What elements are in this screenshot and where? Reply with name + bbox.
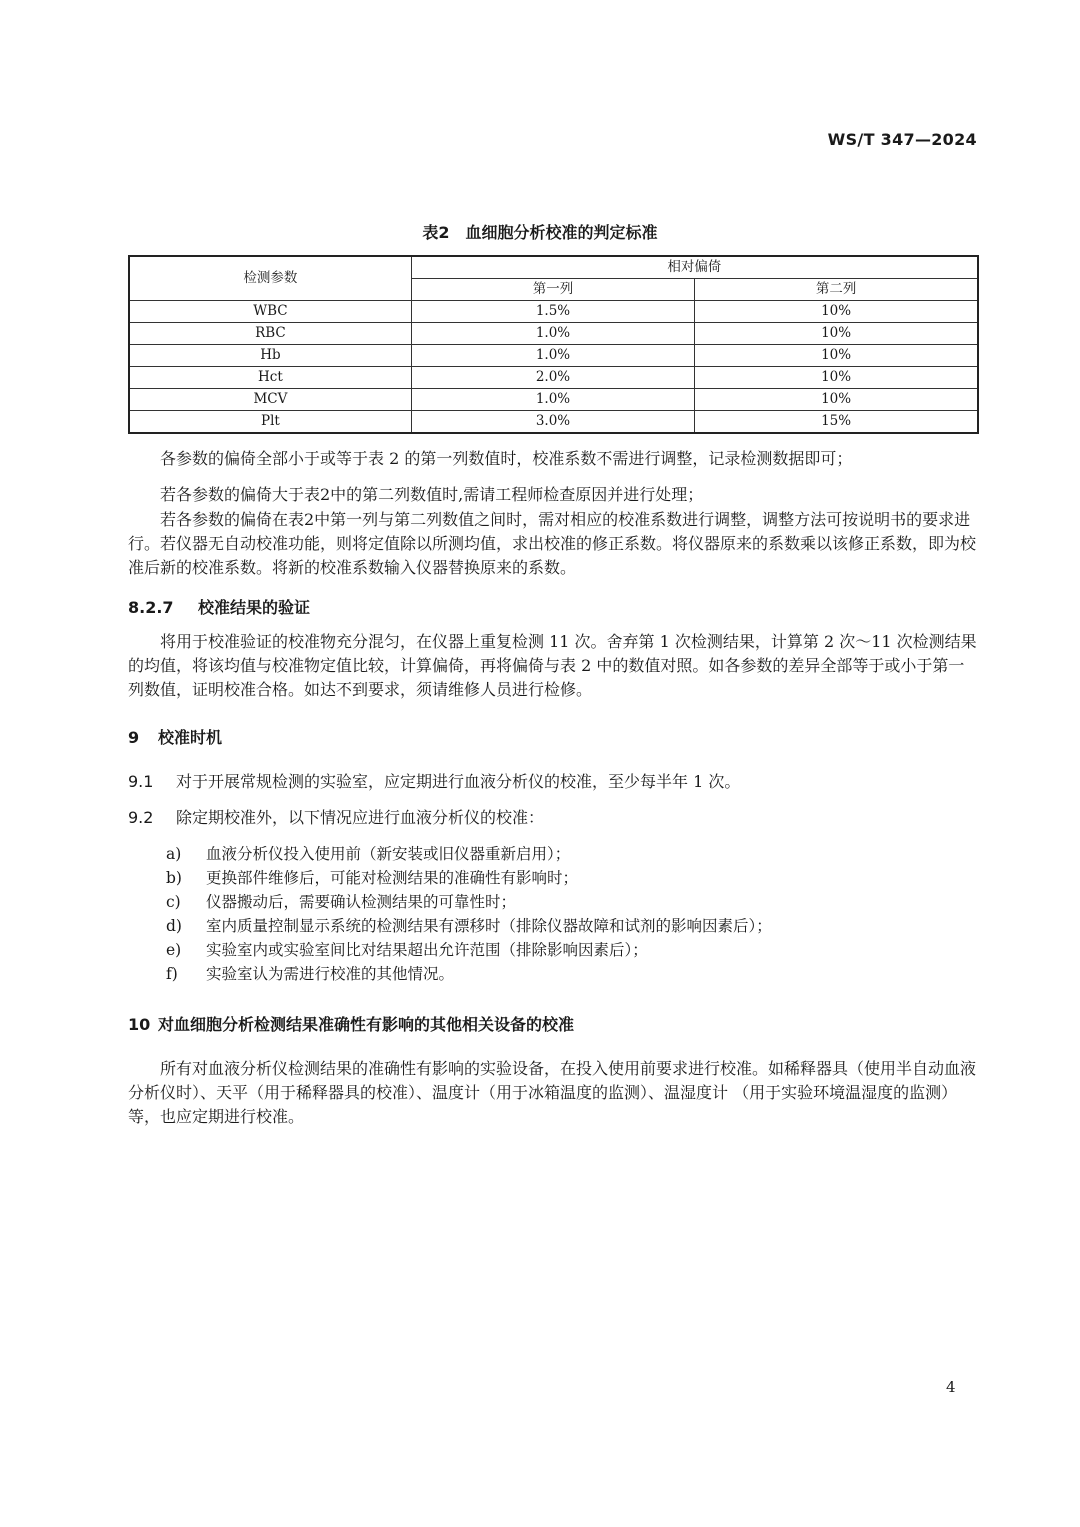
section-10-text: 所有对血液分析仪检测结果的准确性有影响的实验设备，在投入使用前要求进行校准。如稀释器具（使用半自动血液分析仪时）、天平（用于稀释器具的校准）、温度计（用于冰箱温度的监测）、温湿度计 （用于实验环境温湿度的监测）等，也应定期进行校准。: [128, 1059, 977, 1126]
table-row: [129, 345, 978, 367]
cell-second: 10%: [695, 367, 978, 389]
cell-first: 1.0%: [411, 345, 694, 367]
paragraph-bias-between-columns: 若各参数的偏倚在表2中第一列与第二列数值之间时，需对相应的校准系数进行调整，调整方法可按说明书的要求进行。若仪器无自动校准功能，则将定值除以所测均值，求出校准的修正系数。将仪器原来的系数乘以该修正系数，即为校准后新的校准系数。将新的校准系数输入仪器替换原来的系数。: [128, 510, 977, 577]
calibration-criteria-table: [128, 255, 979, 434]
list-marker: f): [166, 965, 178, 983]
header-second-column: 第二列: [695, 279, 978, 301]
list-item: [166, 866, 578, 890]
clause-number: 9.1: [128, 772, 154, 791]
paragraph-bias-above-second-column: 若各参数的偏倚大于表2中的第二列数值时,需请工程师检查原因并进行处理；: [160, 485, 704, 504]
table-row: [129, 323, 978, 345]
clause-9-1: [128, 770, 740, 794]
cell-first: 1.0%: [411, 323, 694, 345]
cell-param: Hct: [129, 367, 411, 389]
section-10-heading: [128, 1012, 574, 1035]
header-first-column: 第一列: [411, 279, 694, 301]
page-number: 4: [946, 1378, 956, 1396]
section-number: 10: [128, 1015, 151, 1034]
table-title: 表2 血细胞分析校准的判定标准: [422, 223, 658, 242]
cell-second: 10%: [695, 345, 978, 367]
section-title: 校准时机: [158, 728, 223, 747]
cell-first: 3.0%: [411, 411, 694, 434]
cell-param: Hb: [129, 345, 411, 367]
list-text: 血液分析仪投入使用前（新安装或旧仪器重新启用）；: [206, 845, 571, 863]
list-item: [166, 842, 570, 866]
list-marker: b): [166, 869, 182, 887]
section-8-2-7-heading: [128, 595, 310, 618]
section-9-heading: [128, 725, 222, 748]
list-text: 仪器搬动后，需要确认检测结果的可靠性时；: [206, 893, 517, 911]
paragraph-bias-within-first-column: 各参数的偏倚全部小于或等于表 2 的第一列数值时，校准系数不需进行调整，记录检测数据即可；: [160, 449, 853, 468]
list-text: 实验室认为需进行校准的其他情况。: [206, 965, 455, 983]
list-marker: e): [166, 941, 182, 959]
cell-second: 15%: [695, 411, 978, 434]
section-number: 9: [128, 728, 140, 747]
standard-number: WS/T 347—2024: [827, 130, 977, 149]
list-item: [166, 914, 772, 938]
table-row: [129, 301, 978, 323]
list-item: [166, 962, 454, 986]
list-item: [166, 890, 516, 914]
cell-param: Plt: [129, 411, 411, 434]
cell-param: RBC: [129, 323, 411, 345]
cell-first: 1.5%: [411, 301, 694, 323]
section-title: 对血细胞分析检测结果准确性有影响的其他相关设备的校准: [158, 1015, 575, 1034]
header-param: 检测参数: [129, 256, 411, 301]
clause-text: 除定期校准外，以下情况应进行血液分析仪的校准：: [176, 808, 545, 827]
list-text: 更换部件维修后，可能对检测结果的准确性有影响时；: [206, 869, 579, 887]
list-marker: d): [166, 917, 182, 935]
section-8-2-7-text: 将用于校准验证的校准物充分混匀，在仪器上重复检测 11 次。舍弃第 1 次检测结果，计算第 2 次～11 次检测结果的均值，将该均值与校准物定值比较，计算偏倚，再将偏倚与表 2 中的数值对照。如各参数的差异全部等于或小于第一列数值，证明校准合格。如达不到要求，须请维修人员进行检修。: [128, 632, 977, 699]
list-marker: c): [166, 893, 181, 911]
section-title: 校准结果的验证: [198, 598, 311, 617]
cell-param: MCV: [129, 389, 411, 411]
cell-first: 2.0%: [411, 367, 694, 389]
list-text: 实验室内或实验室间比对结果超出允许范围（排除影响因素后）；: [206, 941, 648, 959]
section-number: 8.2.7: [128, 598, 174, 617]
clause-text: 对于开展常规检测的实验室，应定期进行血液分析仪的校准，至少每半年 1 次。: [176, 772, 741, 791]
cell-first: 1.0%: [411, 389, 694, 411]
list-item: [166, 938, 648, 962]
clause-number: 9.2: [128, 808, 154, 827]
cell-param: WBC: [129, 301, 411, 323]
table-row: [129, 367, 978, 389]
header-relative-bias: 相对偏倚: [411, 256, 978, 279]
cell-second: 10%: [695, 301, 978, 323]
clause-9-2: [128, 806, 544, 830]
list-text: 室内质量控制显示系统的检测结果有漂移时（排除仪器故障和试剂的影响因素后）；: [206, 917, 772, 935]
table-row: [129, 411, 978, 434]
cell-second: 10%: [695, 323, 978, 345]
list-marker: a): [166, 845, 182, 863]
cell-second: 10%: [695, 389, 978, 411]
table-row: [129, 389, 978, 411]
